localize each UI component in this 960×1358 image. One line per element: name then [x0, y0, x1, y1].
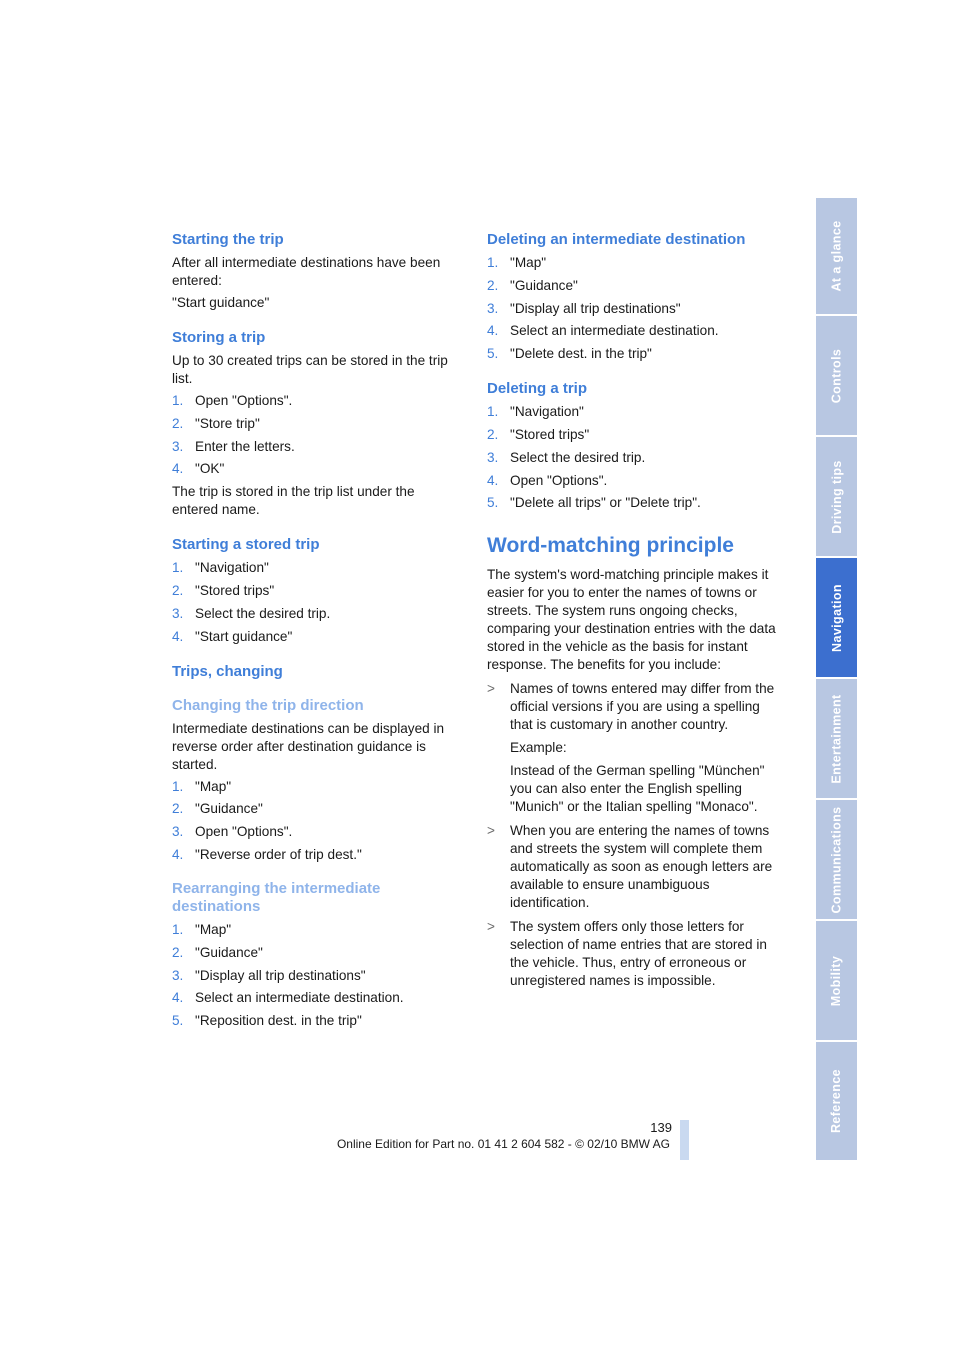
list-item: 3. Select the desired trip.	[172, 605, 331, 621]
list-item: 4. Select an intermediate destination.	[172, 990, 404, 1006]
bullet-marker: >	[487, 919, 495, 935]
tab-mobility[interactable]: Mobility	[816, 921, 857, 1040]
list-item: 2. "Stored trips"	[172, 582, 275, 598]
list-item: 3. Open "Options".	[172, 824, 293, 840]
list-item: 4. Open "Options".	[487, 472, 608, 488]
starting-trip-command: "Start guidance"	[172, 295, 270, 310]
list-item: 3. Select the desired trip.	[487, 449, 646, 465]
starting-trip-text: After all intermediate destinations have been entered:	[172, 255, 441, 288]
tab-controls[interactable]: Controls	[816, 316, 857, 435]
list-item: > Names of towns entered may differ from the official versions if you are using a spelling that is customary in another country. Example: Instead of the German spelling "München" you can also enter the English spelling "Munich" or the Italian spelling "Monaco".	[487, 680, 777, 816]
list-item: 1. "Navigation"	[487, 404, 584, 420]
example-text: Instead of the German spelling "München" you can also enter the English spelling "Munich" or the Italian spelling "Monaco".	[510, 763, 765, 815]
list-item: 2. "Stored trips"	[487, 426, 590, 442]
page-marker-bar	[680, 1120, 689, 1160]
list-item: 2. "Store trip"	[172, 415, 260, 431]
list-item: 5. "Delete dest. in the trip"	[487, 346, 652, 362]
word-matching-intro: The system's word-matching principle makes it easier for you to enter the names of towns or streets. The system runs ongoing checks, comparing your destination entries with the data stored in the vehicle as the basis for instant response. The benefits for you include:	[487, 567, 776, 673]
right-column	[487, 230, 777, 996]
tab-entertainment[interactable]: Entertainment	[816, 679, 857, 798]
list-item: 2. "Guidance"	[172, 944, 263, 960]
example-label: Example:	[510, 740, 567, 756]
list-item: 2. "Guidance"	[172, 801, 263, 817]
list-item: > When you are entering the names of towns and streets the system will complete them automatically as soon as enough letters are available to ensure unambiguous identification.	[487, 823, 773, 911]
bullet-marker: >	[487, 681, 495, 697]
list-item: 4. "OK"	[172, 461, 225, 477]
list-item: 1. "Map"	[172, 778, 232, 794]
heading-changing-trip-direction: Changing the trip direction	[172, 696, 364, 714]
storing-trip-text: Up to 30 created trips can be stored in the trip list.	[172, 353, 448, 386]
rearranging-steps	[172, 921, 462, 1030]
deleting-intermediate-steps	[487, 254, 777, 363]
deleting-trip-steps	[487, 403, 777, 512]
list-item: 1. Open "Options".	[172, 393, 293, 408]
heading-rearranging-destinations: Rearranging the intermediate destinations	[172, 879, 381, 915]
heading-starting-the-trip: Starting the trip	[172, 231, 284, 248]
list-item: 1. "Navigation"	[172, 560, 269, 576]
list-item: 1. "Map"	[487, 255, 547, 270]
list-item: 5. "Delete all trips" or "Delete trip".	[487, 495, 701, 511]
heading-storing-a-trip: Storing a trip	[172, 329, 266, 346]
storing-trip-after: The trip is stored in the trip list under the entered name.	[172, 484, 415, 518]
list-item: 2. "Guidance"	[487, 277, 578, 293]
storing-trip-steps	[172, 392, 462, 478]
heading-starting-a-stored-trip: Starting a stored trip	[172, 536, 320, 554]
tab-at-a-glance[interactable]: At a glance	[816, 198, 857, 314]
tab-communications[interactable]: Communications	[816, 800, 857, 919]
list-item: 5. "Reposition dest. in the trip"	[172, 1013, 362, 1029]
list-item: 1. "Map"	[172, 921, 232, 937]
heading-trips-changing: Trips, changing	[172, 662, 283, 680]
tab-driving-tips[interactable]: Driving tips	[816, 437, 857, 556]
list-item: > The system offers only those letters for selection of name entries that are stored in the vehicle. Thus, entry of erroneous or unregistered names is impossible.	[487, 919, 767, 989]
word-matching-bullets	[487, 680, 777, 990]
list-item: 3. "Display all trip destinations"	[172, 967, 366, 983]
list-item: 4. "Start guidance"	[172, 628, 293, 644]
list-item: 3. Enter the letters.	[172, 438, 295, 454]
list-item: 3. "Display all trip destinations"	[487, 300, 681, 316]
tab-reference[interactable]: Reference	[816, 1042, 857, 1160]
heading-deleting-a-trip: Deleting a trip	[487, 380, 588, 398]
heading-deleting-intermediate: Deleting an intermediate destination	[487, 231, 746, 248]
changing-direction-steps	[172, 778, 462, 864]
chapter-tabs	[816, 198, 857, 1160]
left-column	[172, 230, 462, 1035]
starting-stored-steps	[172, 559, 462, 645]
tab-navigation[interactable]: Navigation	[816, 558, 857, 677]
page-number: 139	[650, 1120, 672, 1135]
list-item: 4. "Reverse order of trip dest."	[172, 846, 362, 862]
changing-direction-text: Intermediate destinations can be displayed in reverse order after destination guidance is started.	[172, 720, 445, 772]
bullet-marker: >	[487, 823, 495, 839]
footer-text: Online Edition for Part no. 01 41 2 604 582 - © 02/10 BMW AG	[336, 1137, 670, 1151]
heading-word-matching: Word-matching principle	[487, 534, 734, 558]
list-item: 4. Select an intermediate destination.	[487, 323, 719, 339]
